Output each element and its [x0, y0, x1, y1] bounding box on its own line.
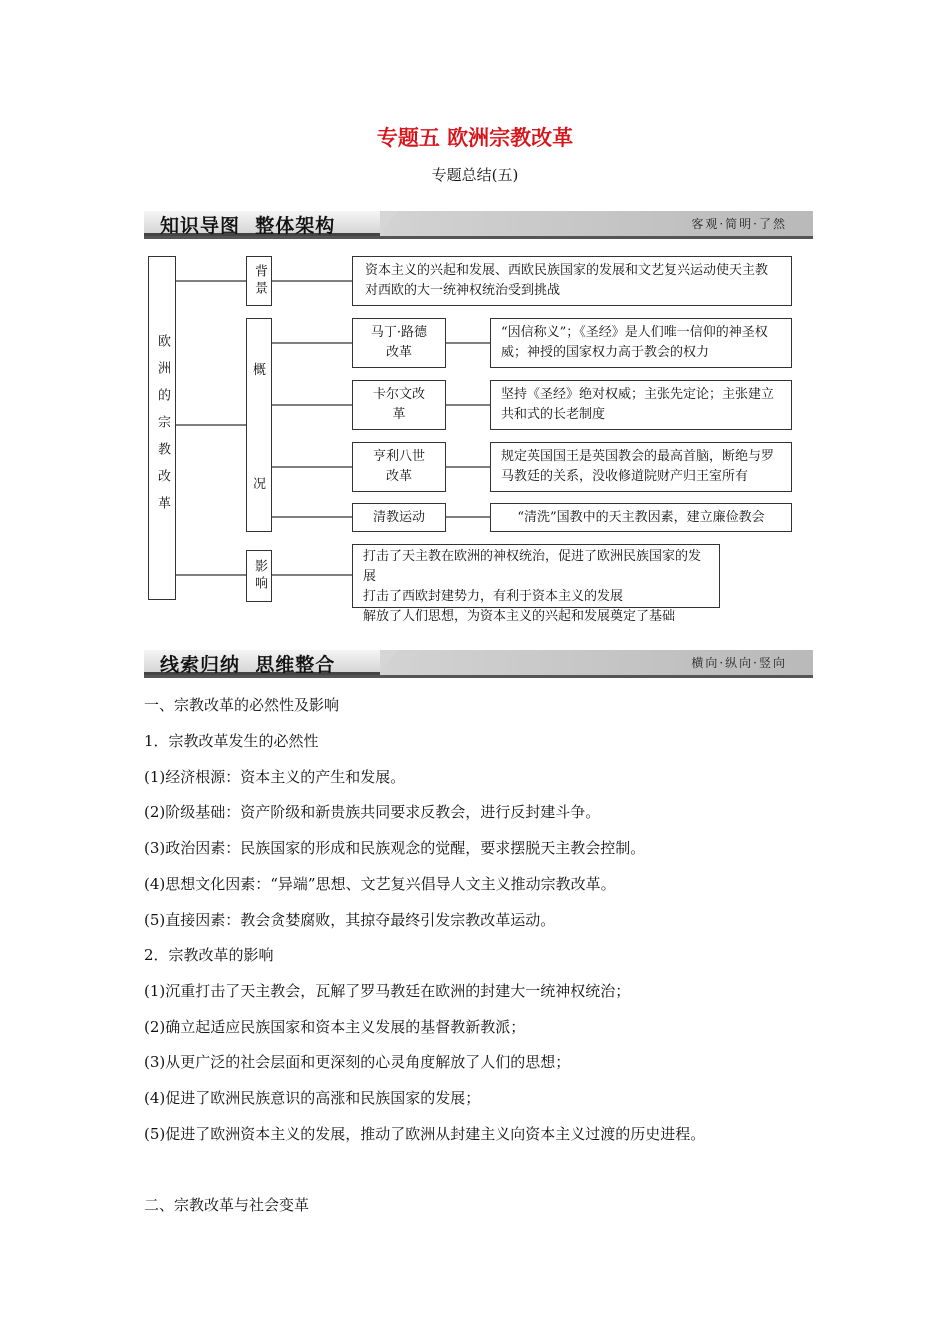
section-heading: 一、宗教改革的必然性及影响: [144, 696, 340, 714]
subsection-heading: 2．宗教改革的影响: [144, 946, 274, 964]
impact-node: [246, 550, 272, 602]
list-item: (4)促进了欧洲民族意识的高涨和民族国家的发展；: [144, 1089, 481, 1107]
reform-item-desc: 坚持《圣经》绝对权威；主张先定论；主张建立共和式的长老制度: [501, 387, 775, 422]
reform-item-desc-box: [490, 503, 792, 532]
section-heading: 二、宗教改革与社会变革: [144, 1196, 310, 1214]
page-title: 专题五 欧洲宗教改革: [376, 126, 574, 150]
impact-line: 打击了西欧封建势力，有利于资本主义的发展: [363, 589, 624, 604]
reform-item-name-box: [352, 503, 446, 532]
reform-item-name: 马丁·路德改革: [370, 325, 428, 360]
banner-title: 知识导图 整体架构: [160, 215, 336, 237]
list-item: (5)直接因素：教会贪婪腐败，其掠夺最终引发宗教改革运动。: [144, 911, 556, 929]
banner-title: 线索归纳 思维整合: [160, 654, 336, 676]
background-node: [246, 256, 272, 306]
impact-label: 影响: [252, 559, 267, 593]
overview-label-top: 概: [253, 363, 267, 378]
reform-item-name-box: [352, 442, 446, 492]
reform-item-desc-box: [490, 318, 792, 368]
banner-tag: 横向·纵向·竖向: [691, 656, 787, 670]
reform-item-name-box: [352, 318, 446, 368]
page-subtitle: 专题总结(五): [431, 166, 519, 184]
reform-item-name: 卡尔文改革: [373, 387, 426, 422]
list-item: (1)沉重打击了天主教会，瓦解了罗马教廷在欧洲的封建大一统神权统治；: [144, 982, 631, 1000]
diagram-root: [148, 256, 176, 600]
reform-item-desc: 规定英国国王是英国教会的最高首脑，断绝与罗马教廷的关系，没收修道院财产归王室所有: [501, 449, 775, 484]
background-text-box: [352, 256, 792, 306]
overview-node: [246, 318, 272, 532]
impact-line: 打击了天主教在欧洲的神权统治，促进了欧洲民族国家的发展: [363, 549, 702, 584]
impact-line: 解放了人们思想，为资本主义的兴起和发展奠定了基础: [363, 609, 676, 624]
list-item: (4)思想文化因素：“异端”思想、文艺复兴倡导人文主义推动宗教改革。: [144, 875, 616, 893]
reform-item-name-box: [352, 380, 446, 430]
background-text: 资本主义的兴起和发展、西欧民族国家的发展和文艺复兴运动使天主教对西欧的大一统神权统治受到挑战: [365, 263, 769, 298]
reform-item-name: 亨利八世改革: [372, 449, 425, 484]
root-label: 欧洲的宗教改革: [155, 333, 170, 523]
reform-item-desc: “因信称义”；《圣经》是人们唯一信仰的神圣权威；神授的国家权力高于教会的权力: [501, 325, 768, 360]
background-label: 背景: [252, 264, 267, 298]
reform-item-desc: “清洗”国教中的天主教因素，建立廉俭教会: [517, 509, 765, 525]
banner-tag: 客观·简明·了然: [691, 217, 787, 231]
overview-label-bottom: 况: [253, 477, 267, 492]
reform-item-desc-box: [490, 380, 792, 430]
subsection-heading: 1．宗教改革发生的必然性: [144, 732, 319, 750]
list-item: (2)阶级基础：资产阶级和新贵族共同要求反教会，进行反封建斗争。: [144, 803, 601, 821]
impact-text-box: [352, 544, 720, 624]
list-item: (1)经济根源：资本主义的产生和发展。: [144, 768, 406, 786]
list-item: (3)从更广泛的社会层面和更深刻的心灵角度解放了人们的思想；: [144, 1053, 571, 1071]
list-item: (5)促进了欧洲资本主义的发展，推动了欧洲从封建主义向资本主义过渡的历史进程。: [144, 1125, 706, 1143]
list-item: (3)政治因素：民族国家的形成和民族观念的觉醒，要求摆脱天主教会控制。: [144, 839, 646, 857]
reform-item-name: 清教运动: [372, 509, 425, 525]
list-item: (2)确立起适应民族国家和资本主义发展的基督教新教派；: [144, 1018, 526, 1036]
reform-item-desc-box: [490, 442, 792, 492]
section-banner-clue-summary: [144, 650, 813, 675]
